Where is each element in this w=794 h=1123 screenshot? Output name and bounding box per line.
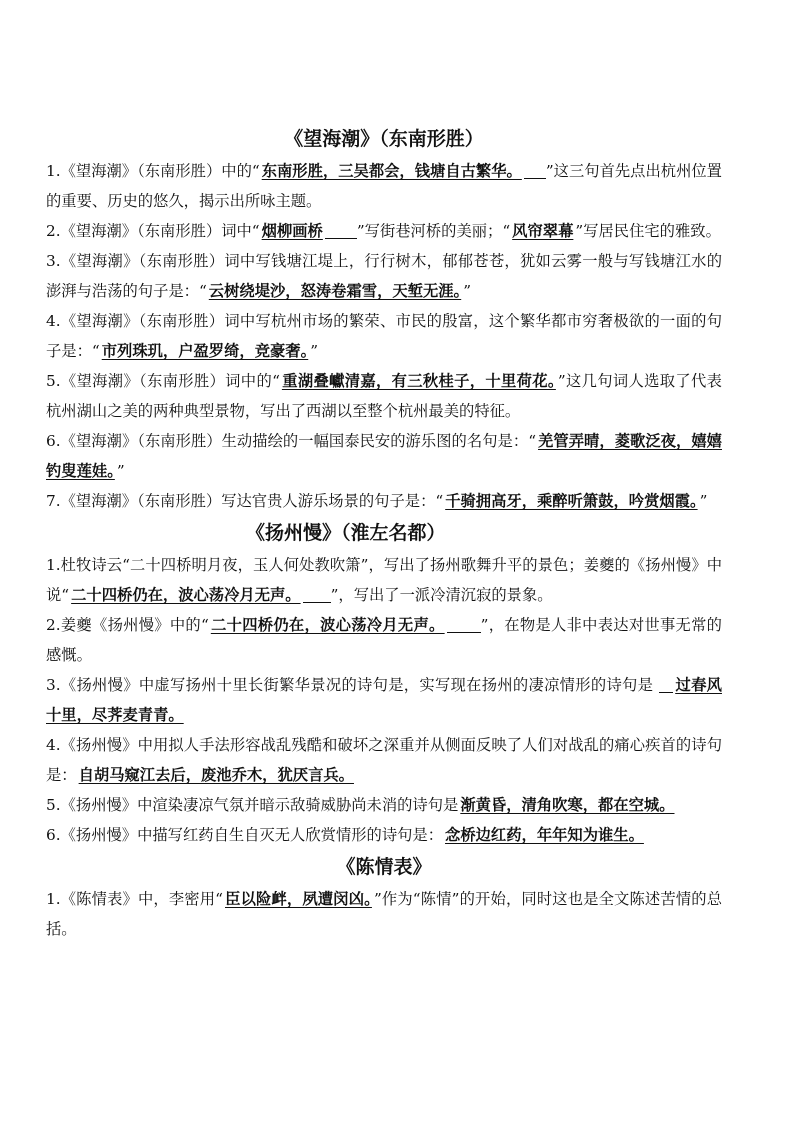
answer-text: 渐黄昏，清角吹寒，都在空城。 xyxy=(460,796,675,814)
question-item: 1.《陈情表》中，李密用“ 臣以险衅，夙遭闵凶。 ”作为“陈情”的开始，同时这也是全文陈述苦情的总括。 xyxy=(46,890,722,938)
question-item: 5.《望海潮》（东南形胜）词中的“ 重湖叠巘清嘉，有三秋桂子，十里荷花。 ”这几句词人选取了代表杭州湖山之美的两种典型景物，写出了西湖以至整个杭州最美的特征。 xyxy=(46,372,722,420)
answer-text: 过春风十里，尽荠麦青青。 xyxy=(46,676,722,724)
answer-text: 二十四桥仍在，波心荡冷月无声。 xyxy=(71,586,301,604)
blank-line xyxy=(325,223,357,239)
answer-text: 千骑拥高牙，乘醉听箫鼓，吟赏烟霞。 xyxy=(445,492,698,510)
worksheet xyxy=(46,122,722,944)
blank-line xyxy=(659,677,673,693)
question-item: 3.《望海潮》（东南形胜）词中写钱塘江堤上，行行树木，郁郁苍苍，犹如云雾一般与写钱塘江水的澎湃与浩荡的句子是：“ 云树绕堤沙，怒涛卷霜雪，天堑无涯。 ” xyxy=(46,252,722,300)
blank-line xyxy=(447,617,481,633)
answer-text: 重湖叠巘清嘉，有三秋桂子，十里荷花。 xyxy=(281,372,556,390)
question-item: 4.《扬州慢》中用拟人手法形容战乱残酷和破坏之深重并从侧面反映了人们对战乱的痛心疾首的诗句是： 自胡马窥江去后，废池乔木，犹厌言兵。 xyxy=(46,736,722,784)
answer-text: 烟柳画桥 xyxy=(261,222,323,240)
question-item: 1.杜牧诗云“二十四桥明月夜，玉人何处教吹箫”，写出了扬州歌舞升平的景色；姜夔的《扬州慢》中说“ 二十四桥仍在，波心荡冷月无声。 ”，写出了一派冷清沉寂的景象。 xyxy=(46,556,722,604)
question-item: 4.《望海潮》（东南形胜）词中写杭州市场的繁荣、市民的殷富，这个繁华都市穷奢极欲的一面的句子是：“ 市列珠玑，户盈罗绮，竞豪奢。 ” xyxy=(46,312,722,360)
answer-text: 东南形胜，三吴都会，钱塘自古繁华。 xyxy=(261,162,522,180)
question-item: 5.《扬州慢》中渲染凄凉气氛并暗示敌骑威胁尚未消的诗句是 渐黄昏，清角吹寒，都在空城。 xyxy=(46,796,675,814)
section-title-wanghaichao: 《望海潮》（东南形胜） xyxy=(284,128,484,150)
question-item: 7.《望海潮》（东南形胜）写达官贵人游乐场景的句子是：“ 千骑拥高牙，乘醉听箫鼓，吟赏烟霞。 ” xyxy=(46,492,708,510)
question-item: 6.《扬州慢》中描写红药自生自灭无人欣赏情形的诗句是： 念桥边红药，年年知为谁生。 xyxy=(46,826,644,844)
question-item: 2.《望海潮》（东南形胜）词中“ 烟柳画桥 ”写街巷河桥的美丽；“ 风帘翠幕 ”写居民住宅的雅致。 xyxy=(46,222,721,240)
answer-text: 云树绕堤沙，怒涛卷霜雪，天堑无涯。 xyxy=(208,282,462,300)
question-item: 6.《望海潮》（东南形胜）生动描绘的一幅国泰民安的游乐图的名句是：“ 羌管弄晴，菱歌泛夜，嬉嬉钓叟莲娃。 ” xyxy=(46,432,722,480)
question-item: 3.《扬州慢》中虚写扬州十里长街繁华景况的诗句是，实写现在扬州的凄凉情形的诗句是 过春风十里，尽荠麦青青。 xyxy=(46,676,722,724)
blank-line xyxy=(524,163,546,179)
answer-text: 臣以险衅，夙遭闵凶。 xyxy=(225,890,372,908)
question-item: 1.《望海潮》（东南形胜）中的“ 东南形胜，三吴都会，钱塘自古繁华。 ”这三句首先点出杭州位置的重要、历史的悠久，揭示出所咏主题。 xyxy=(46,162,722,210)
answer-text: 羌管弄晴，菱歌泛夜，嬉嬉钓叟莲娃。 xyxy=(46,432,722,480)
answer-text: 市列珠玑，户盈罗绮，竞豪奢。 xyxy=(101,342,309,360)
section-title-yangzhoumanr: 《扬州慢》（淮左名都） xyxy=(246,522,446,544)
answer-text: 风帘翠幕 xyxy=(512,222,574,240)
answer-text: 念桥边红药，年年知为谁生。 xyxy=(445,826,644,844)
answer-text: 二十四桥仍在，波心荡冷月无声。 xyxy=(210,616,445,634)
answer-text: 自胡马窥江去后，废池乔木，犹厌言兵。 xyxy=(78,766,354,784)
section-title-chenqingbiao: 《陈情表》 xyxy=(336,856,432,878)
question-item: 2.姜夔《扬州慢》中的“ 二十四桥仍在，波心荡冷月无声。 ”，在物是人非中表达对世事无常的感慨。 xyxy=(46,616,722,664)
blank-line xyxy=(303,587,331,603)
